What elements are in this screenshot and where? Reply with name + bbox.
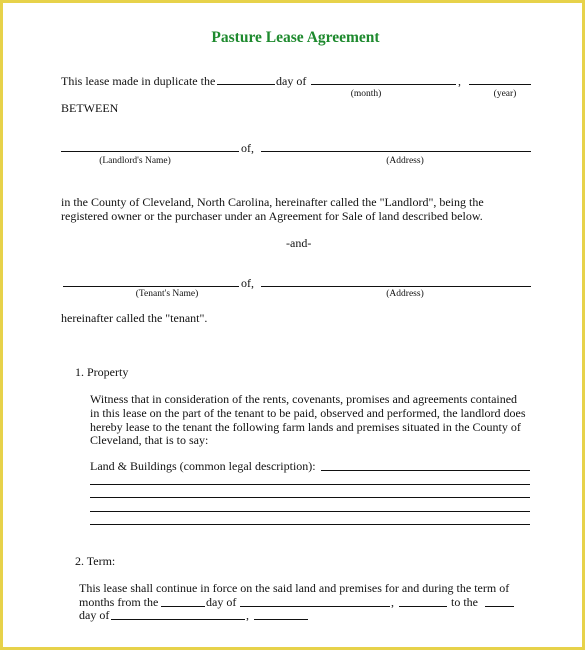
witness-line-1: Witness that in consideration of the rents, covenants, promises and agreements contained <box>90 392 518 406</box>
section-1-heading: 1. Property <box>75 365 129 379</box>
county-line-2: registered owner or the purchaser under an Agreement for Sale of land described below. <box>61 209 483 223</box>
month-caption: (month) <box>350 89 382 99</box>
land-description-line-4[interactable] <box>90 511 530 512</box>
tenant-name-field[interactable] <box>63 286 239 287</box>
term-start-month-field[interactable] <box>240 606 390 607</box>
section-2-heading: 2. Term: <box>75 554 116 568</box>
lease-made-text: This lease made in duplicate the <box>61 74 216 88</box>
document-title: Pasture Lease Agreement <box>211 29 380 46</box>
tenant-address-field[interactable] <box>261 286 531 287</box>
year-caption: (year) <box>493 89 517 99</box>
year-field[interactable] <box>469 84 531 85</box>
term-start-day-field[interactable] <box>161 606 205 607</box>
term-start-year-field[interactable] <box>399 606 447 607</box>
tenant-address-caption: (Address) <box>386 289 424 299</box>
land-description-line-5[interactable] <box>90 524 530 525</box>
land-buildings-label: Land & Buildings (common legal description): <box>90 459 316 473</box>
land-description-field[interactable] <box>321 470 530 471</box>
tenant-name-caption: (Tenant's Name) <box>135 289 199 299</box>
term-day-of-text: day of <box>206 595 237 609</box>
witness-line-4: Cleveland, that is to say: <box>90 433 209 447</box>
term-line-1: This lease shall continue in force on the said land and premises for and during the term of <box>79 581 510 595</box>
day-of-text: day of <box>276 74 307 88</box>
landlord-of-text: of, <box>241 141 254 155</box>
between-text: BETWEEN <box>61 101 119 115</box>
months-from-text: months from the <box>79 595 159 609</box>
term-comma-2: , <box>246 608 249 622</box>
witness-line-3: hereby lease to the tenant the following farm lands and premises situated in the County of <box>90 420 521 434</box>
term-end-month-field[interactable] <box>111 619 245 620</box>
term-end-day-field[interactable] <box>485 606 514 607</box>
comma-text: , <box>458 74 461 88</box>
landlord-name-field[interactable] <box>61 151 239 152</box>
month-field[interactable] <box>311 84 456 85</box>
tenant-called-text: hereinafter called the "tenant". <box>61 311 208 325</box>
day-field[interactable] <box>217 84 275 85</box>
term-end-year-field[interactable] <box>254 619 308 620</box>
county-line-1: in the County of Cleveland, North Carolina, hereinafter called the "Landlord", being the <box>61 195 484 209</box>
term-comma: , <box>391 595 394 609</box>
to-the-text: to the <box>451 595 478 609</box>
witness-line-2: in this lease on the part of the tenant to be paid, observed and performed, the landlord does <box>90 406 526 420</box>
and-separator: -and- <box>286 236 312 250</box>
land-description-line-2[interactable] <box>90 484 530 485</box>
tenant-of-text: of, <box>241 276 254 290</box>
term-day-of-2-text: day of <box>79 608 110 622</box>
land-description-line-3[interactable] <box>90 497 530 498</box>
landlord-address-caption: (Address) <box>386 156 424 166</box>
landlord-name-caption: (Landlord's Name) <box>99 156 171 166</box>
landlord-address-field[interactable] <box>261 151 531 152</box>
